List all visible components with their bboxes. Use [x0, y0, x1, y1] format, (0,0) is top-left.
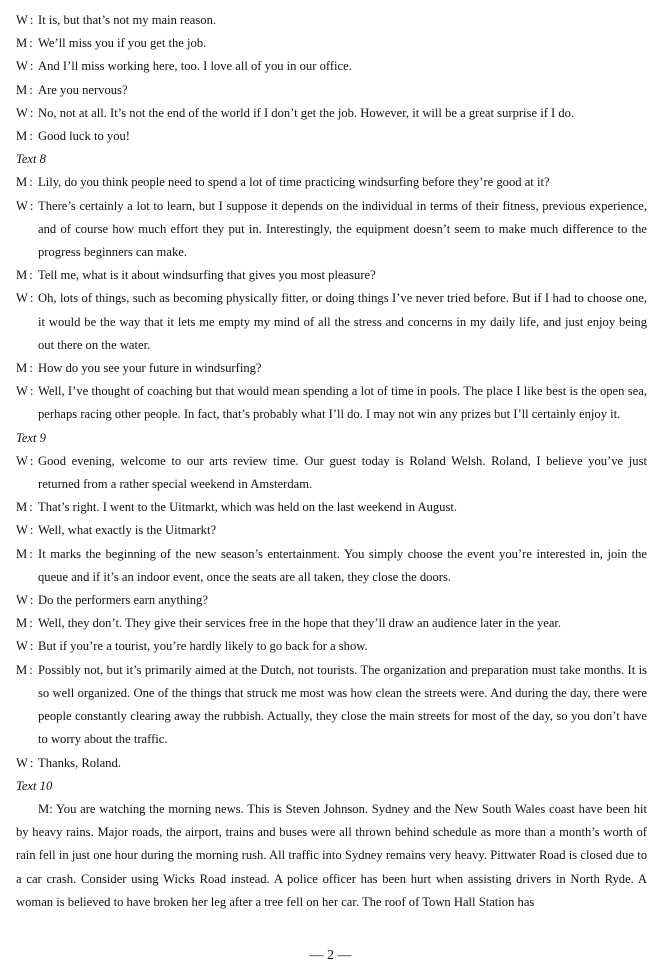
dialogue-text: It marks the beginning of the new season’s entertainment. You simply choose the event you’re interested in, join the queue and if it’s an indoor event, once the seats are all taken, they close the doors. — [38, 546, 647, 584]
dialogue-text: Do the performers earn anything? — [38, 593, 208, 608]
dialogue-line — [16, 264, 647, 287]
dialogue-line — [16, 125, 647, 148]
dialogue-text: That’s right. I went to the Uitmarkt, which was held on the last weekend in August. — [38, 500, 458, 515]
transcript — [16, 9, 647, 914]
dialogue-line — [16, 55, 647, 78]
dialogue-line — [16, 635, 647, 658]
speaker-label: W : — [16, 380, 38, 426]
speaker-label: W : — [16, 635, 38, 658]
dialogue-line — [16, 659, 647, 752]
dialogue-text: Good evening, welcome to our arts review time. Our guest today is Roland Welsh. Roland, I believe you’ve just returned from a rather special weekend in Amsterdam. — [38, 453, 647, 492]
section-header: Text 8 — [16, 152, 46, 167]
section-header: Text 9 — [16, 430, 46, 445]
dialogue-text: There’s certainly a lot to learn, but I suppose it depends on the individual in terms of their fitness, previous experience, and of course how much effort they put in. Interestingly, the equipment doesn’t seem to make much difference to the progress beginners can make. — [38, 198, 647, 260]
dialogue-text: Oh, lots of things, such as becoming physically fitter, or doing things I’ve never tried before. But if I had to choose one, it would be the way that it lets me empty my mind of all the stress and concerns in my daily life, and just enjoy being out there on the water. — [38, 291, 647, 352]
speaker-label: W : — [16, 9, 38, 32]
dialogue-text: Are you nervous? — [38, 82, 128, 97]
dialogue-text: No, not at all. It’s not the end of the world if I don’t get the job. However, it will be a great surprise if I do. — [38, 105, 575, 120]
dialogue-line — [16, 171, 647, 194]
speaker-label: W : — [16, 195, 38, 265]
dialogue-line — [16, 496, 647, 519]
dialogue-line — [16, 589, 647, 612]
speaker-label: W : — [16, 519, 38, 542]
dialogue-line — [16, 519, 647, 542]
page-number: — 2 — — [309, 948, 352, 963]
speaker-label: M : — [16, 264, 38, 287]
speaker-label: M : — [16, 659, 38, 752]
dialogue-line — [16, 543, 647, 589]
dialogue-line — [16, 450, 647, 496]
dialogue-text: But if you’re a tourist, you’re hardly likely to go back for a show. — [38, 639, 368, 654]
dialogue-line — [16, 287, 647, 357]
speaker-label: W : — [16, 287, 38, 357]
speaker-label: W : — [16, 589, 38, 612]
dialogue-text: How do you see your future in windsurfing? — [38, 361, 262, 376]
dialogue-text: Well, what exactly is the Uitmarkt? — [38, 523, 217, 538]
dialogue-line — [16, 357, 647, 380]
speaker-label: M : — [16, 171, 38, 194]
dialogue-text: Possibly not, but it’s primarily aimed at the Dutch, not tourists. The organization and preparation must take months. It is so well organized. One of the things that struck me most was how clean the streets were. And during the day, there were people constantly clearing away the rubbish. Actually, they close the main streets for most of the day, so you don’t have to worry about the traffic. — [38, 662, 647, 747]
news-paragraph: M: You are watching the morning news. This is Steven Johnson. Sydney and the New South Wales coast have been hit by heavy rains. Major roads, the airport, trains and buses were all thrown behind schedule as more than a month’s worth of rain fell in just one hour during the morning rush. All traffic into Sydney remains very heavy. Pittwater Road is closed due to a car crash. Consider using Wicks Road instead. A police officer has been hurt when assisting drivers in North Ryde. A woman is believed to have broken her leg after a tree fell on her car. The roof of Town Hall Station has — [16, 801, 647, 909]
speaker-label: W : — [16, 55, 38, 78]
speaker-label: M : — [16, 612, 38, 635]
speaker-label: M : — [16, 32, 38, 55]
section-header: Text 10 — [16, 778, 53, 793]
dialogue-line — [16, 612, 647, 635]
speaker-label: M : — [16, 125, 38, 148]
dialogue-text: It is, but that’s not my main reason. — [38, 13, 217, 27]
dialogue-line — [16, 752, 647, 775]
speaker-label: M : — [16, 496, 38, 519]
speaker-label: M : — [16, 543, 38, 589]
dialogue-text: Good luck to you! — [38, 129, 130, 144]
dialogue-line — [16, 195, 647, 265]
dialogue-line — [16, 102, 647, 125]
dialogue-line — [16, 380, 647, 426]
dialogue-text: Thanks, Roland. — [38, 755, 121, 770]
speaker-label: W : — [16, 450, 38, 496]
dialogue-text: Well, they don’t. They give their services free in the hope that they’ll draw an audience later in the year. — [38, 616, 562, 631]
dialogue-text: We’ll miss you if you get the job. — [38, 36, 207, 51]
dialogue-line — [16, 79, 647, 102]
dialogue-text: Tell me, what is it about windsurfing that gives you most pleasure? — [38, 268, 376, 283]
speaker-label: W : — [16, 752, 38, 775]
speaker-label: M : — [16, 357, 38, 380]
speaker-label: M : — [16, 79, 38, 102]
dialogue-line — [16, 9, 647, 32]
dialogue-line — [16, 32, 647, 55]
dialogue-text: Well, I’ve thought of coaching but that would mean spending a lot of time in pools. The place I like best is the open sea, perhaps racing other people. In fact, that’s probably what I’ll do. I may not win any prizes but I’ll certainly enjoy it. — [38, 384, 647, 422]
dialogue-text: And I’ll miss working here, too. I love all of you in our office. — [38, 59, 352, 74]
speaker-label: W : — [16, 102, 38, 125]
dialogue-text: Lily, do you think people need to spend a lot of time practicing windsurfing before they’re good at it? — [38, 175, 550, 190]
